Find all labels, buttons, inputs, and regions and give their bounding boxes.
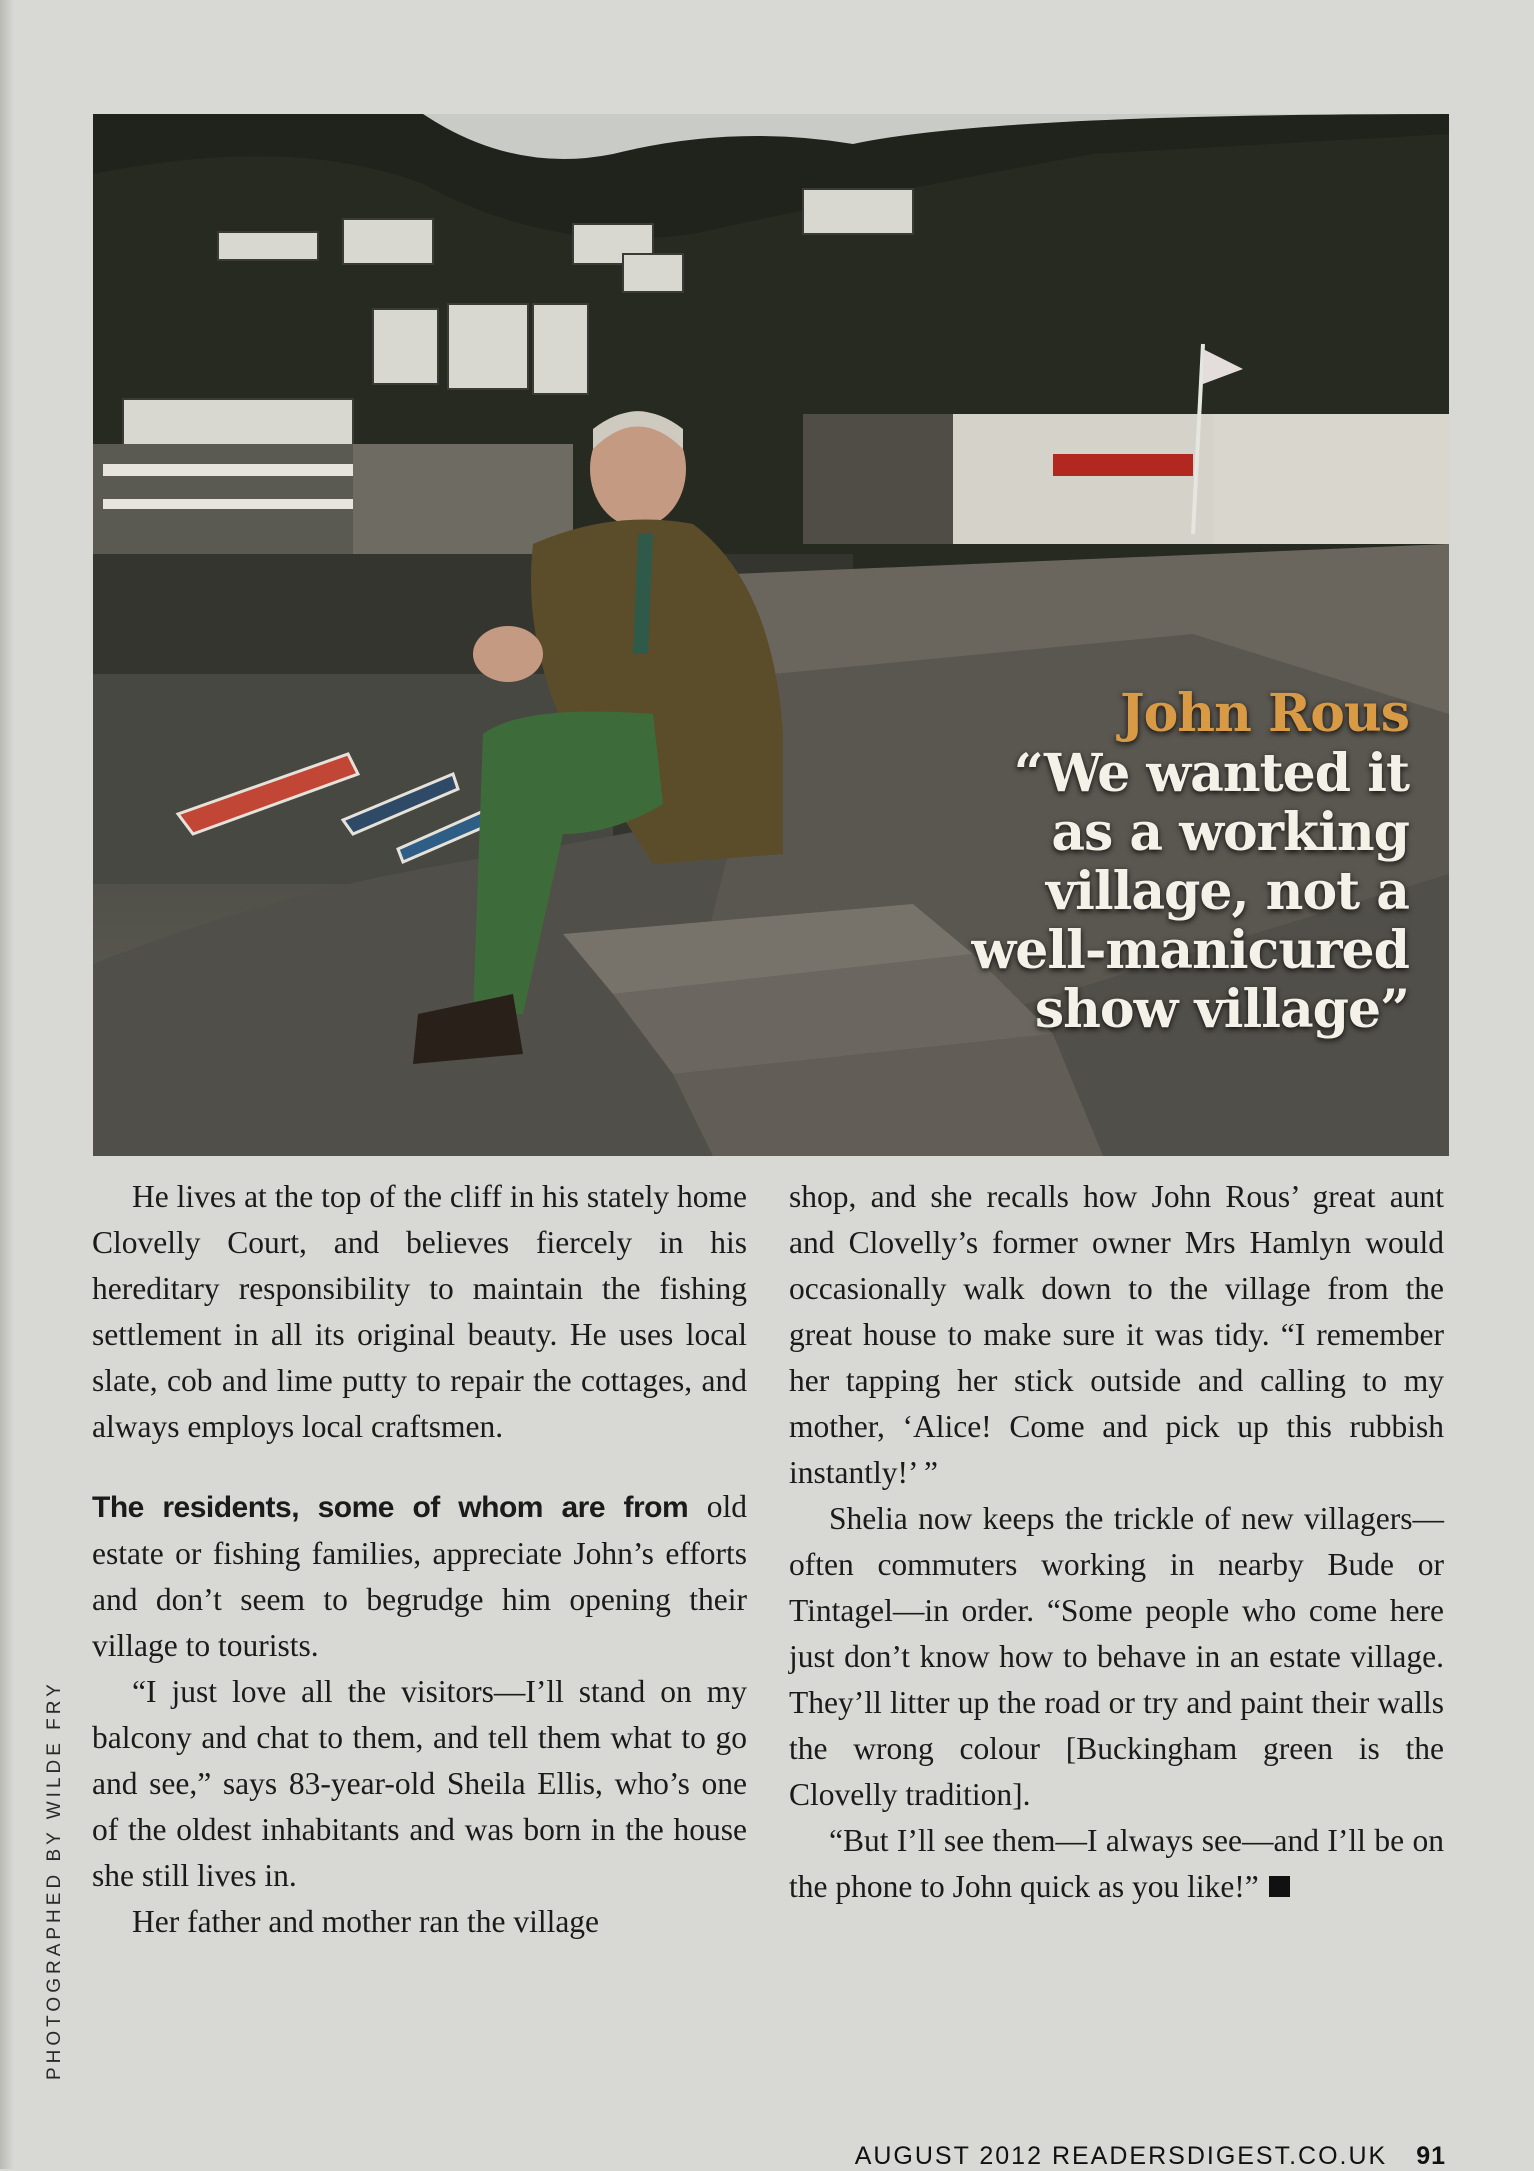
lead-in: The residents, some of whom are from bbox=[92, 1491, 689, 1524]
website: READERSDIGEST.CO.UK bbox=[1051, 2142, 1388, 2170]
end-mark-icon bbox=[1269, 1876, 1290, 1897]
paragraph: Her father and mother ran the village bbox=[132, 1904, 600, 1939]
paragraph-text: old estate or fishing families, appreciate John’s efforts and don’t seem to begrudge him opening their village to tourists. bbox=[92, 1489, 747, 1663]
photo-credit: PHOTOGRAPHED BY WILDE FRY bbox=[44, 1680, 65, 2080]
paragraph-text: “But I’ll see them—I always see—and I’ll be on the phone to John quick as you like!” bbox=[789, 1823, 1444, 1904]
left-column bbox=[92, 1174, 747, 1945]
quote-line: village, not a bbox=[1045, 861, 1409, 922]
page-number: 91 bbox=[1416, 2142, 1446, 2170]
paragraph: shop, and she recalls how John Rous’ great aunt and Clovelly’s former owner Mrs Hamlyn would occasionally walk down to the village from the great house to make sure it was tidy. “I remember her tapping her stick outside and calling to my mother, ‘Alice! Come and pick up this rubbish instantly!’ ” bbox=[789, 1179, 1444, 1490]
quote-line: “We wanted it bbox=[1013, 743, 1409, 804]
page-edge bbox=[0, 0, 14, 2169]
quote-name: John Rous bbox=[1120, 683, 1409, 744]
page-footer bbox=[855, 2142, 1446, 2171]
pull-quote bbox=[849, 684, 1409, 1039]
feature-photo bbox=[93, 114, 1449, 1156]
quote-line: well-manicured bbox=[971, 920, 1409, 981]
issue-date: AUGUST 2012 bbox=[854, 2142, 1043, 2170]
paragraph bbox=[92, 1484, 747, 1669]
quote-line: show village” bbox=[1034, 979, 1409, 1040]
paragraph: He lives at the top of the cliff in his stately home Clovelly Court, and believes fiercely in his hereditary responsibility to maintain the fishing settlement in all its original beauty. He uses local slate, cob and lime putty to repair the cottages, and always employs local craftsmen. bbox=[92, 1179, 747, 1444]
right-column bbox=[789, 1174, 1444, 1910]
quote-line: as a working bbox=[1051, 802, 1409, 863]
paragraph bbox=[789, 1818, 1444, 1910]
paragraph: “I just love all the visitors—I’ll stand on my balcony and chat to them, and tell them what to go and see,” says 83-year-old Sheila Ellis, who’s one of the oldest inhabitants and was born in the house she still lives in. bbox=[92, 1674, 747, 1893]
paragraph: Shelia now keeps the trickle of new villagers—often commuters working in nearby Bude or Tintagel—in order. “Some people who come here just don’t know how to behave in an estate village. They’ll litter up the road or try and paint their walls the wrong colour [Buckingham green is the Clovelly tradition]. bbox=[789, 1501, 1444, 1812]
